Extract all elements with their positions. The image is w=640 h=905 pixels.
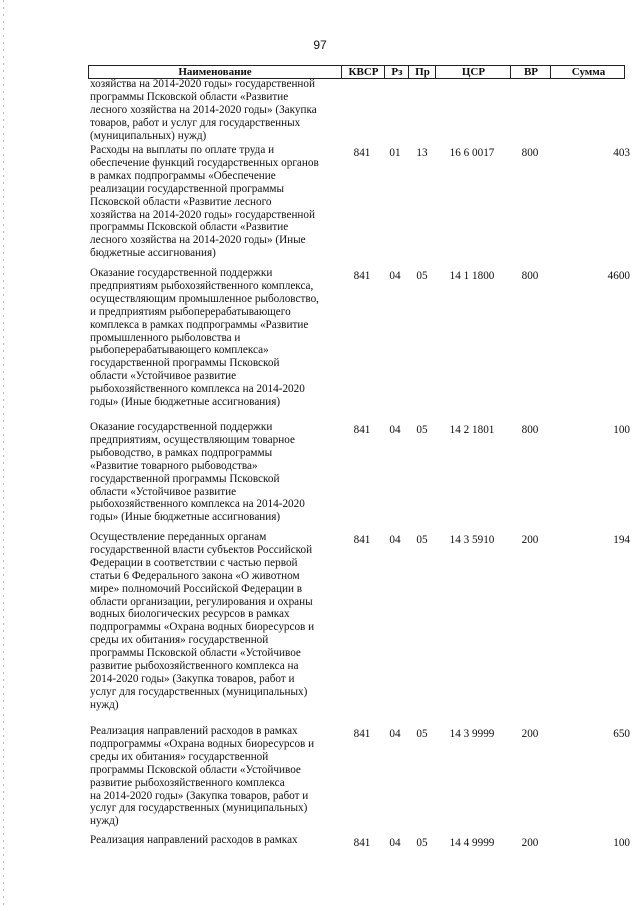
row-name-line: водных биологических ресурсов в рамках [90,608,290,621]
row-name-line: осуществляющим промышленное рыболовство, [90,292,319,305]
row-name-line: Реализация направлений расходов в рамках [90,834,298,846]
row-name [90,834,340,847]
row-name-line: среды их обитания» государственной [90,634,269,647]
row-name-line: статьи 6 Федерального закона «О животном [90,569,300,582]
page-number: 97 [313,38,327,52]
row-name-line: Псковской области «Развитие лесного [90,195,272,208]
cell-sum: 194 [613,534,630,546]
row-name-line: Осуществление переданных органам [90,531,267,543]
cell-csr: 14 3 9999 [449,728,495,740]
row-name-line: развитие рыбохозяйственного комплекса на [90,660,299,673]
row-name-line: обеспечение функций государственных органов [90,156,319,169]
row-name-line: годы» (Иные бюджетные ассигнования) [90,511,281,524]
row-name-line: программы Псковской области «Развитие [90,221,289,234]
cell-vr: 200 [521,837,539,849]
row-name-line: Оказание государственной поддержки [90,421,273,433]
row-name-line: рыбохозяйственного комплекса на 2014-2020 [90,383,305,396]
row-name [90,267,340,409]
row-name-line: программы Псковской области «Развитие [90,90,289,103]
header-pr: Пр [408,66,436,78]
row-name-line: рыбоперерабатывающего комплекса» [90,344,269,357]
row-name-line: товаров, работ и услуг для государственных [90,116,301,129]
cell-csr: 14 3 5910 [449,534,495,546]
cell-sum: 100 [613,424,630,436]
row-name-line: подпрограммы «Охрана водных биоресурсов и [90,737,315,750]
cell-kvsr: 841 [353,837,371,849]
cell-rz: 04 [389,270,401,282]
cell-pr: 05 [416,837,428,849]
row-name-line: государственной программы Псковской [90,357,280,370]
row-name-line: услуг для государственных (муниципальных) [90,802,308,815]
row-name-line: предприятиям, осуществляющим товарное [90,433,295,446]
cell-pr: 05 [416,728,428,740]
row-name-line: нужд) [90,815,119,828]
row-name-line: «Развитие товарного рыбоводства» [90,459,258,472]
header-csr: ЦСР [435,66,511,78]
cell-rz: 04 [389,728,401,740]
cell-kvsr: 841 [353,147,371,159]
cell-kvsr: 841 [353,270,371,282]
cell-pr: 05 [416,424,428,436]
row-name-line: развитие рыбохозяйственного комплекса [90,776,285,789]
row-name [90,78,340,143]
row-name-line: комплекса в рамках подпрограммы «Развитие [90,318,309,331]
row-name-line: области «Устойчивое развитие [90,485,237,498]
header-rz: Рз [384,66,409,78]
row-name-line: 2014-2020 годы» (Закупка товаров, работ и [90,672,295,685]
row-name-line: программы Псковской области «Устойчивое [90,647,301,660]
cell-sum: 403 [613,147,630,159]
row-name-line: бюджетные ассигнования) [90,247,216,260]
cell-rz: 04 [389,837,401,849]
row-name-line: подпрограммы «Охрана водных биоресурсов и [90,621,315,634]
cell-vr: 800 [521,270,539,282]
row-name-line: (муниципальных) нужд) [90,129,207,142]
cell-csr: 14 4 9999 [449,837,495,849]
cell-csr: 16 6 0017 [449,147,495,159]
row-name-line: лесного хозяйства на 2014-2020 годы» (Иные [90,234,306,247]
cell-pr: 05 [416,270,428,282]
cell-kvsr: 841 [353,424,371,436]
cell-vr: 200 [521,728,539,740]
row-name-line: хозяйства на 2014-2020 годы» государственной [90,208,315,221]
cell-pr: 05 [416,534,428,546]
row-name-line: рыбохозяйственного комплекса на 2014-2020 [90,498,305,511]
row-name-line: среды их обитания» государственной [90,750,269,763]
cell-csr: 14 1 1800 [449,270,495,282]
cell-sum: 650 [613,728,630,740]
cell-vr: 200 [521,534,539,546]
cell-sum: 100 [613,837,630,849]
row-name-line: годы» (Иные бюджетные ассигнования) [90,396,281,409]
header-name: Наименование [178,66,252,78]
cell-kvsr: 841 [353,728,371,740]
row-name-line: предприятиям рыбохозяйственного комплекса, [90,279,314,292]
row-name-line: нужд) [90,698,119,711]
cell-rz: 04 [389,534,401,546]
row-name-line: программы Псковской области «Устойчивое [90,763,301,776]
cell-kvsr: 841 [353,534,371,546]
row-name-line: Оказание государственной поддержки [90,267,273,279]
row-name-line: услуг для государственных (муниципальных) [90,685,308,698]
cell-csr: 14 2 1801 [449,424,495,436]
row-name-line: мире» полномочий Российской Федерации в [90,582,303,595]
row-name-line: реализации государственной программы [90,182,284,195]
cell-rz: 01 [389,147,401,159]
row-name-line: области организации, регулирования и охраны [90,595,313,608]
row-name [90,421,340,524]
row-name-line: хозяйства на 2014-2020 годы» государственной [90,78,315,90]
row-name-line: и предприятиям рыбоперерабатывающего [90,305,291,318]
row-name-line: государственной программы Псковской [90,472,280,485]
row-name-line: промышленного рыболовства и [90,331,241,344]
cell-pr: 13 [416,147,428,159]
cell-vr: 800 [521,424,539,436]
row-name-line: на 2014-2020 годы» (Закупка товаров, работ и [90,789,309,802]
cell-sum: 4600 [607,270,630,282]
row-name [90,725,340,828]
row-name-line: области «Устойчивое развитие [90,370,237,383]
row-name-line: государственной власти субъектов Российской [90,543,313,556]
row-name [90,531,340,712]
scan-margin-line [3,0,4,905]
row-name-line: в рамках подпрограммы «Обеспечение [90,169,276,182]
row-name [90,144,340,260]
row-name-line: Реализация направлений расходов в рамках [90,725,298,737]
row-name-line: лесного хозяйства на 2014-2020 годы» (Закупка [90,103,317,116]
header-kvsr: КВСР [341,66,385,78]
cell-rz: 04 [389,424,401,436]
row-name-line: Федерации в соответствии с частью первой [90,556,298,569]
header-vr: ВР [510,66,551,78]
cell-vr: 800 [521,147,539,159]
table-header [88,65,625,79]
header-sum: Сумма [550,66,626,78]
row-name-line: рыбоводство, в рамках подпрограммы [90,446,273,459]
row-name-line: Расходы на выплаты по оплате труда и [90,144,275,156]
